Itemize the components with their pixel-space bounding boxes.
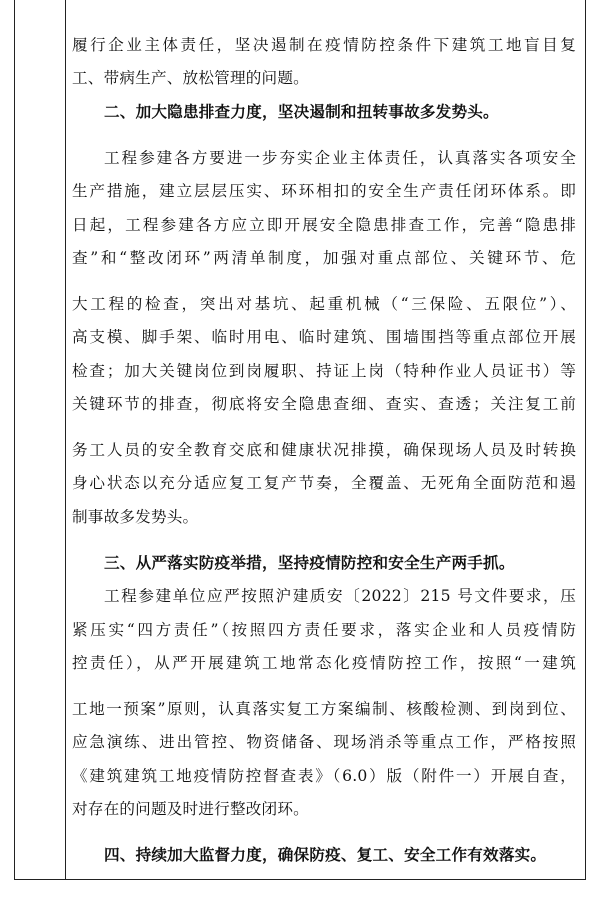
text-line: 工程参建各方要进一步夯实企业主体责任，认真落实各项安全	[104, 149, 576, 167]
text-line: 检查；加大关键岗位到岗履职、持证上岗（特种作业人员证书）等	[72, 362, 576, 380]
text-line: 高支模、脚手架、临时用电、临时建筑、围墙围挡等重点部位开展	[72, 328, 576, 346]
text-line: 控责任），从严开展建筑工地常态化疫情防控工作，按照“一建筑	[72, 654, 576, 672]
text-line: 查”和“整改闭环”两清单制度，加强对重点部位、关键环节、危	[72, 249, 576, 267]
text-line: 制事故多发势头。	[72, 508, 199, 526]
text-line: 《建筑建筑工地疫情防控督查表》（6.0）版（附件一）开展自查，	[72, 767, 576, 785]
left-column-cell	[14, 0, 66, 880]
text-line: 生产措施，建立层层压实、环环相扣的安全生产责任闭环体系。即	[72, 182, 576, 200]
section-heading-3: 三、从严落实防疫举措，坚持疫情防控和安全生产两手抓。	[104, 554, 515, 572]
text-line: 身心状态以充分适应复工复产节奏，全覆盖、无死角全面防范和遏	[72, 474, 576, 492]
text-line: 工地一预案”原则，认真落实复工方案编制、核酸检测、到岗到位、	[72, 700, 576, 718]
text-line: 履行企业主体责任，坚决遏制在疫情防控条件下建筑工地盲目复	[72, 36, 576, 54]
text-line: 工程参建单位应严按照沪建质安〔2022〕215 号文件要求，压	[104, 587, 576, 605]
text-line: 工、带病生产、放松管理的问题。	[72, 69, 309, 87]
content-cell	[66, 0, 576, 880]
text-line: 日起，工程参建各方应立即开展安全隐患排查工作，完善“隐患排	[72, 216, 576, 234]
text-line: 关键环节的排查，彻底将安全隐患查细、查实、查透；关注复工前	[72, 395, 576, 413]
text-line: 应急演练、进出管控、物资储备、现场消杀等重点工作，严格按照	[72, 733, 576, 751]
text-line: 大工程的检查，突出对基坑、起重机械（“三保险、五限位”）、	[72, 295, 576, 313]
section-heading-4: 四、持续加大监督力度，确保防疫、复工、安全工作有效落实。	[104, 846, 547, 864]
text-line: 紧压实“四方责任”（按照四方责任要求，落实企业和人员疫情防	[72, 621, 576, 639]
text-line: 务工人员的安全教育交底和健康状况排摸，确保现场人员及时转换	[72, 441, 576, 459]
text-line: 对存在的问题及时进行整改闭环。	[72, 800, 309, 818]
section-heading-2: 二、加大隐患排查力度，坚决遏制和扭转事故多发势头。	[104, 103, 499, 121]
